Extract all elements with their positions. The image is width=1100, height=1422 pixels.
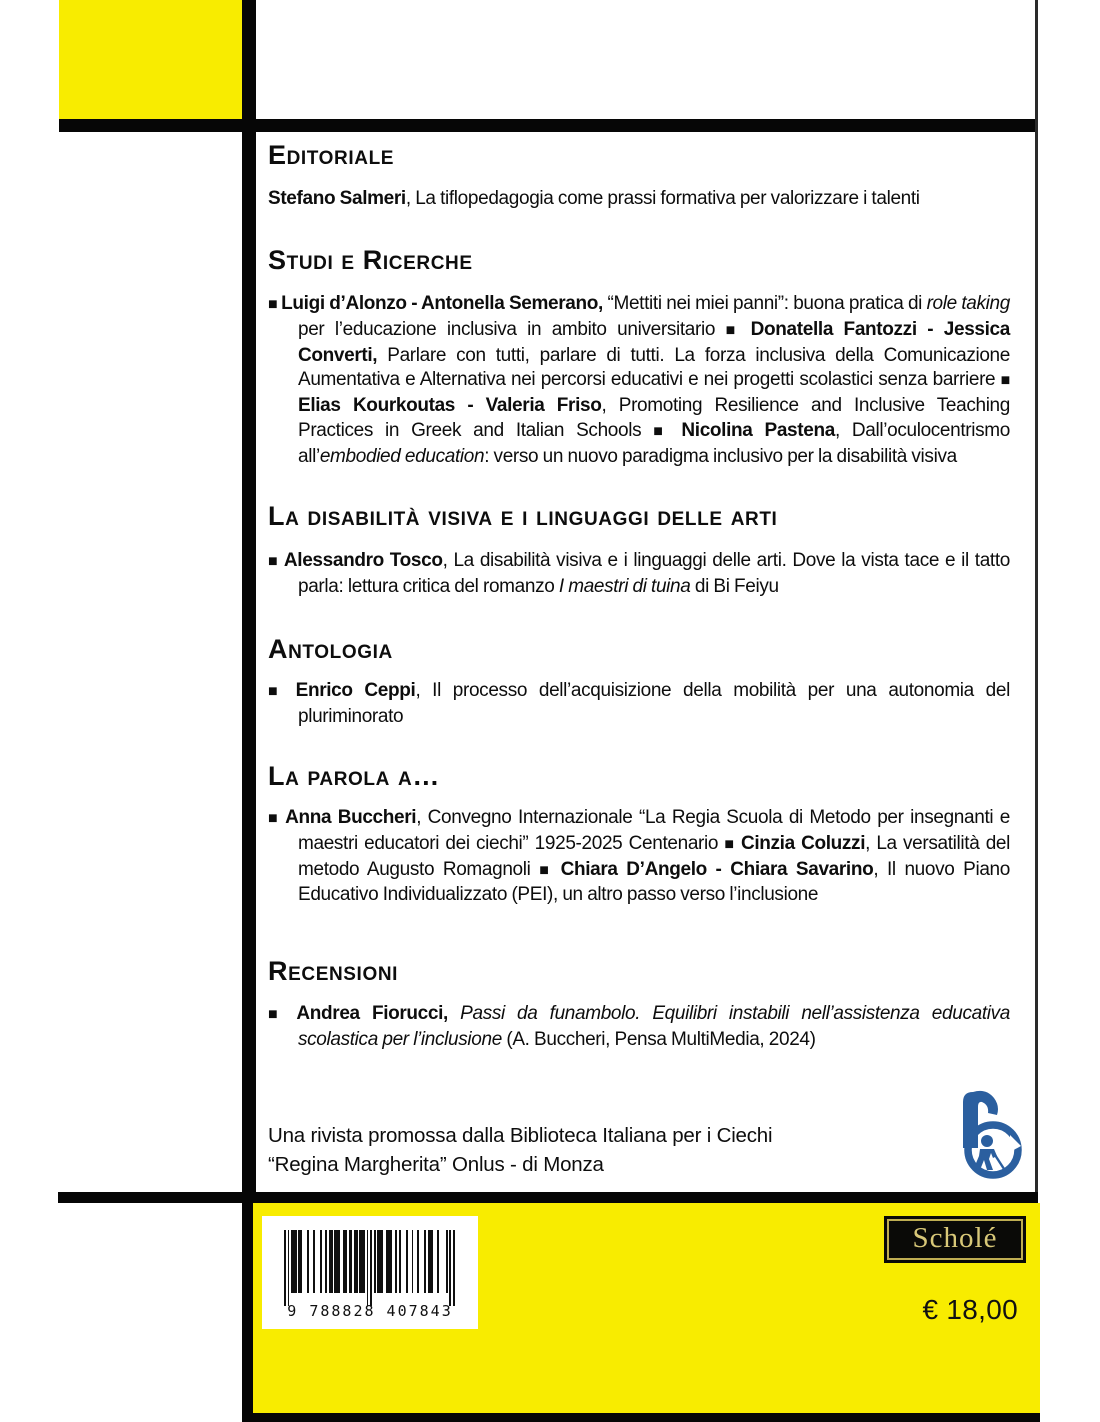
toc-entry: ■ Andrea Fiorucci, Passi da funambolo. Equilibri instabili nell’assistenza educativa scolastica per l’inclusione (A. Buccheri, Pensa MultiMedia, 2024): [268, 1003, 1010, 1050]
barcode-digits: 9 788828 407843: [287, 1302, 453, 1320]
yellow-corner-block: [59, 0, 243, 119]
toc-entry: ■ Anna Buccheri, Convegno Internazionale “La Regia Scuola di Metodo per insegnanti e maestri educatori dei ciechi” 1925-2025 Centenario ■ Cinzia Coluzzi, La versatilità del metodo Augusto Romagnoli ■ Chiara D’Angelo - Chiara Savarino, Il nuovo Piano Educativo Individualizzato (PEI), un altro passo verso l’inclusione: [268, 807, 1011, 906]
top-frame-bar: [59, 119, 1038, 132]
barcode: [262, 1216, 478, 1329]
biblioteca-italiana-ciechi-logo: [952, 1086, 1028, 1186]
toc-entry: Stefano Salmeri, La tiflopedagogia come prassi formativa per valorizzare i talenti: [268, 188, 920, 209]
promoter-note: [268, 1122, 928, 1179]
section-heading-editoriale: Editoriale: [268, 140, 395, 170]
section-heading-antologia: Antologia: [268, 634, 393, 664]
promoter-line-2: “Regina Margherita” Onlus - di Monza: [268, 1152, 604, 1176]
schole-logo-text: Scholé: [912, 1221, 998, 1254]
section-heading-disabilita-visiva: La disabilità visiva e i linguaggi delle arti: [268, 501, 778, 531]
bottom-edge-bar: [242, 1413, 1040, 1422]
toc-entry: ■ Alessandro Tosco, La disabilità visiva e i linguaggi delle arti. Dove la vista tace e il tatto parla: lettura critica del romanzo I maestri di tuina di Bi Feiyu: [268, 550, 1010, 597]
price-label: € 18,00: [922, 1294, 1018, 1325]
promoter-line-1: Una rivista promossa dalla Biblioteca Italiana per i Ciechi: [268, 1124, 773, 1147]
schole-publisher-logo: [884, 1216, 1026, 1263]
section-heading-la-parola-a: La parola a…: [268, 761, 440, 791]
section-heading-recensioni: Recensioni: [268, 956, 399, 986]
bottom-frame-bar: [58, 1192, 1038, 1203]
toc-entry: ■ Enrico Ceppi, Il processo dell’acquisizione della mobilità per una autonomia del pluriminorato: [268, 680, 1010, 727]
toc-entry: ■ Luigi d’Alonzo - Antonella Semerano, “Mettiti nei miei panni”: buona pratica di role taking per l’educazione inclusiva in ambito universitario ■ Donatella Fantozzi - Jessica Converti, Parlare con tutti, parlare di tutti. La forza inclusiva della Comunicazione Aumentativa e Alternativa nei percorsi educativi e nei progetti scolastici senza barriere ■ Elias Kourkoutas - Valeria Friso, Promoting Resilience and Inclusive Teaching Practices in Greek and Italian Schools ■ Nicolina Pastena, Dall’oculocentrismo all’embodied education: verso un nuovo paradigma inclusivo per la disabilità visiva: [268, 293, 1010, 467]
right-frame-line: [1035, 0, 1038, 1203]
section-heading-studi-e-ricerche: Studi e Ricerche: [268, 245, 473, 275]
barcode-bars: [284, 1230, 456, 1306]
